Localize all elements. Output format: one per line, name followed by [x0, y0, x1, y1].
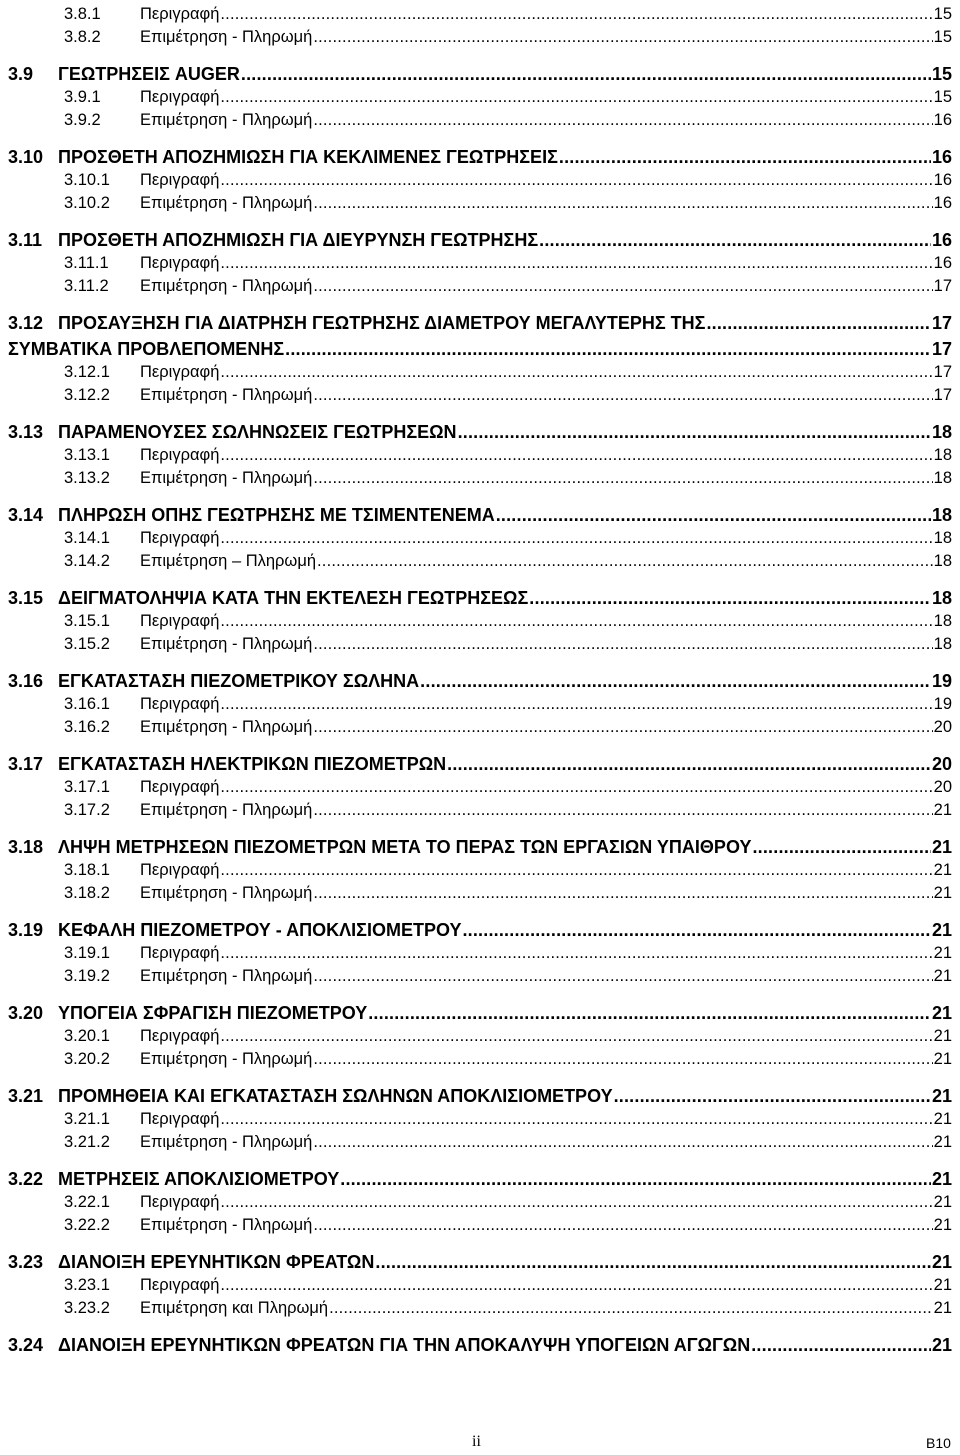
toc-entry-title: Περιγραφή — [140, 5, 220, 23]
toc-entry-page: 18 — [933, 551, 952, 570]
toc-subsection-entry[interactable] — [64, 25, 952, 47]
dot-leader — [313, 111, 932, 130]
toc-entry-page: 18 — [933, 634, 952, 653]
toc-entry-page: 18 — [931, 504, 952, 525]
toc-entry-title: ΕΓΚΑΤΑΣΤΑΣΗ ΗΛΕΚΤΡΙΚΩΝ ΠΙΕΖΟΜΕΤΡΩΝ — [58, 753, 447, 774]
toc-entry-title: Περιγραφή — [140, 446, 220, 464]
toc-entry-title: ΠΡΟΣΘΕΤΗ ΑΠΟΖΗΜΙΩΣΗ ΓΙΑ ΔΙΕΥΡΥΝΣΗ ΓΕΩΤΡΗΣΗΣ — [58, 229, 539, 250]
dot-leader — [220, 171, 932, 190]
toc-entry-title: ΥΠΟΓΕΙΑ ΣΦΡΑΓΙΣΗ ΠΙΕΖΟΜΕΤΡΟΥ — [58, 1002, 368, 1023]
toc-entry-page: 21 — [933, 1027, 952, 1045]
toc-entry-number: 3.12.1 — [64, 363, 110, 381]
dot-leader — [752, 837, 931, 858]
toc-subsection-entry[interactable] — [64, 549, 952, 571]
toc-entry-page: 21 — [931, 836, 952, 857]
dot-leader — [529, 588, 931, 609]
toc-entry-number: 3.8.1 — [64, 5, 101, 23]
toc-entry-number: 3.9.2 — [64, 110, 101, 129]
toc-entry-title: ΠΛΗΡΩΣΗ ΟΠΗΣ ΓΕΩΤΡΗΣΗΣ ΜΕ ΤΣΙΜΕΝΤΕΝΕΜΑ — [58, 504, 495, 525]
toc-entry-number: 3.17 — [8, 753, 44, 774]
toc-section-entry[interactable] — [8, 421, 952, 443]
dot-leader — [496, 505, 931, 526]
toc-subsection-entry[interactable] — [64, 1190, 952, 1212]
dot-leader — [220, 695, 932, 714]
toc-entry-title: Επιμέτρηση - Πληρωμή — [140, 110, 313, 129]
dot-leader — [285, 339, 931, 360]
toc-entry-title: ΔΕΙΓΜΑΤΟΛΗΨΙΑ ΚΑΤΑ ΤΗΝ ΕΚΤΕΛΕΣΗ ΓΕΩΤΡΗΣΕΩΣ — [58, 587, 529, 608]
toc-entry-page: 17 — [933, 276, 952, 295]
toc-section-entry[interactable] — [8, 753, 952, 775]
toc-entry-title: Περιγραφή — [140, 1110, 220, 1128]
dot-leader — [559, 147, 931, 168]
toc-entry-title: Επιμέτρηση - Πληρωμή — [140, 1132, 313, 1151]
toc-entry-number: 3.22.2 — [64, 1215, 110, 1234]
toc-subsection-entry[interactable] — [64, 1024, 952, 1046]
toc-entry-page: 21 — [931, 1251, 952, 1272]
toc-entry-number: 3.14 — [8, 504, 44, 525]
toc-entry-page: 21 — [933, 861, 952, 879]
toc-entry-page: 21 — [933, 944, 952, 962]
toc-section-entry[interactable] — [8, 587, 952, 609]
toc-entry-title: Περιγραφή — [140, 363, 220, 381]
toc-subsection-entry[interactable] — [64, 881, 952, 903]
dot-leader — [313, 469, 932, 488]
footer-page-number: ii — [472, 1433, 481, 1450]
dot-leader — [220, 612, 932, 631]
toc-entry-title: Επιμέτρηση - Πληρωμή — [140, 1215, 313, 1234]
toc-entry-page: 18 — [933, 529, 952, 547]
toc-entry-number: 3.13.2 — [64, 468, 110, 487]
toc-entry-title: Περιγραφή — [140, 1193, 220, 1211]
toc-entry-number: 3.9.1 — [64, 88, 101, 106]
dot-leader — [313, 194, 932, 213]
toc-entry-number: 3.10.2 — [64, 193, 110, 212]
toc-entry-page: 20 — [931, 753, 952, 774]
dot-leader — [420, 671, 931, 692]
toc-entry-title: Περιγραφή — [140, 861, 220, 879]
toc-section-entry[interactable] — [8, 504, 952, 526]
toc-entry-page: 21 — [933, 1049, 952, 1068]
toc-subsection-entry[interactable] — [64, 526, 952, 548]
toc-subsection-entry[interactable] — [64, 715, 952, 737]
toc-entry-number: 3.22.1 — [64, 1193, 110, 1211]
toc-entry-title: Επιμέτρηση και Πληρωμή — [140, 1298, 329, 1317]
toc-entry-number: 3.20 — [8, 1002, 44, 1023]
toc-entry-page: 15 — [933, 27, 952, 46]
toc-subsection-entry[interactable] — [64, 1273, 952, 1295]
toc-section-entry[interactable] — [8, 1334, 952, 1356]
toc-entry-page: 20 — [933, 717, 952, 736]
dot-leader — [462, 920, 931, 941]
toc-section-entry[interactable] — [8, 1002, 952, 1024]
toc-entry-page: 21 — [931, 1002, 952, 1023]
toc-entry-title: Περιγραφή — [140, 695, 220, 713]
toc-entry-page: 16 — [933, 193, 952, 212]
toc-entry-number: 3.16.1 — [64, 695, 110, 713]
toc-entry-title: Επιμέτρηση - Πληρωμή — [140, 276, 313, 295]
toc-section-entry[interactable] — [8, 312, 952, 334]
toc-subsection-entry[interactable] — [64, 251, 952, 273]
toc-entry-number: 3.15.1 — [64, 612, 110, 630]
toc-entry-title: ΠΡΟΣΑΥΞΗΣΗ ΓΙΑ ΔΙΑΤΡΗΣΗ ΓΕΩΤΡΗΣΗΣ ΔΙΑΜΕΤΡΟΥ ΜΕΓΑΛΥΤΕΡΗΣ ΤΗΣ — [58, 312, 706, 333]
toc-entry-number: 3.23.2 — [64, 1298, 110, 1317]
toc-subsection-entry[interactable] — [64, 1296, 952, 1318]
toc-subsection-entry[interactable] — [64, 964, 952, 986]
toc-entry-number: 3.11 — [8, 229, 43, 250]
toc-entry-number: 3.21 — [8, 1085, 44, 1106]
toc-entry-number: 3.10.1 — [64, 171, 110, 189]
toc-entry-page: 21 — [933, 800, 952, 819]
toc-entry-page: 16 — [933, 110, 952, 129]
toc-entry-number: 3.14.1 — [64, 529, 110, 547]
toc-entry-page: 21 — [931, 1085, 952, 1106]
toc-entry-page: 18 — [931, 587, 952, 608]
toc-section-entry[interactable] — [8, 670, 952, 692]
toc-entry-number: 3.20.2 — [64, 1049, 110, 1068]
toc-entry-title: Περιγραφή — [140, 612, 220, 630]
toc-entry-number: 3.16 — [8, 670, 44, 691]
dot-leader — [220, 861, 932, 880]
toc-section-entry[interactable] — [8, 1251, 952, 1273]
toc-entry-page: 15 — [931, 63, 952, 84]
toc-entry-number: 3.11.2 — [64, 276, 109, 295]
toc-entry-title: Επιμέτρηση – Πληρωμή — [140, 551, 316, 570]
toc-entry-title: Περιγραφή — [140, 88, 220, 106]
footer-code: B10 — [926, 1435, 951, 1451]
toc-entry-title: ΓΕΩΤΡΗΣΕΙΣ AUGER — [58, 63, 240, 84]
dot-leader — [220, 1276, 932, 1295]
toc-section-entry[interactable] — [8, 63, 952, 85]
toc-section-entry[interactable] — [8, 1085, 952, 1107]
dot-leader — [313, 1216, 932, 1235]
toc-entry-page: 18 — [933, 612, 952, 630]
dot-leader — [706, 313, 931, 334]
toc-entry-title: ΣΥΜΒΑΤΙΚΑ ΠΡΟΒΛΕΠΟΜΕΝΗΣ — [8, 338, 285, 359]
toc-subsection-entry[interactable] — [64, 632, 952, 654]
toc-subsection-entry[interactable] — [64, 466, 952, 488]
dot-leader — [220, 1110, 932, 1129]
toc-entry-page: 21 — [933, 1132, 952, 1151]
dot-leader — [375, 1252, 931, 1273]
dot-leader — [614, 1086, 931, 1107]
toc-subsection-entry[interactable] — [64, 85, 952, 107]
toc-entry-number: 3.13 — [8, 421, 44, 442]
toc-entry-page: 21 — [933, 1193, 952, 1211]
dot-leader — [241, 64, 931, 85]
toc-entry-title: ΠΑΡΑΜΕΝΟΥΣΕΣ ΣΩΛΗΝΩΣΕΙΣ ΓΕΩΤΡΗΣΕΩΝ — [58, 421, 457, 442]
toc-entry-page: 21 — [931, 1334, 952, 1355]
toc-subsection-entry[interactable] — [64, 191, 952, 213]
dot-leader — [220, 1027, 932, 1046]
dot-leader — [447, 754, 931, 775]
toc-entry-title: Επιμέτρηση - Πληρωμή — [140, 966, 313, 985]
toc-entry-number: 3.16.2 — [64, 717, 110, 736]
toc-entry-number: 3.21.2 — [64, 1132, 110, 1151]
toc-entry-page: 21 — [933, 1298, 952, 1317]
toc-entry-number: 3.14.2 — [64, 551, 110, 570]
toc-entry-page: 21 — [931, 1168, 952, 1189]
toc-entry-page: 17 — [933, 363, 952, 381]
toc-section-continuation[interactable] — [8, 338, 952, 360]
toc-entry-page: 21 — [933, 883, 952, 902]
toc-entry-page: 21 — [933, 1276, 952, 1294]
dot-leader — [368, 1003, 931, 1024]
toc-entry-title: Επιμέτρηση - Πληρωμή — [140, 634, 313, 653]
toc-subsection-entry[interactable] — [64, 692, 952, 714]
toc-entry-page: 19 — [933, 695, 952, 713]
dot-leader — [539, 230, 931, 251]
toc-entry-title: ΠΡΟΣΘΕΤΗ ΑΠΟΖΗΜΙΩΣΗ ΓΙΑ ΚΕΚΛΙΜΕΝΕΣ ΓΕΩΤΡΗΣΕΙΣ — [58, 146, 558, 167]
toc-entry-number: 3.18 — [8, 836, 44, 857]
toc-entry-title: Επιμέτρηση - Πληρωμή — [140, 193, 313, 212]
dot-leader — [220, 88, 932, 107]
toc-entry-title: Επιμέτρηση - Πληρωμή — [140, 883, 313, 902]
toc-entry-number: 3.19 — [8, 919, 44, 940]
toc-entry-title: Περιγραφή — [140, 529, 220, 547]
toc-entry-title: Περιγραφή — [140, 1276, 220, 1294]
toc-subsection-entry[interactable] — [64, 168, 952, 190]
toc-entry-page: 18 — [933, 468, 952, 487]
dot-leader — [220, 363, 932, 382]
toc-subsection-entry[interactable] — [64, 360, 952, 382]
dot-leader — [313, 1050, 932, 1069]
dot-leader — [751, 1335, 931, 1356]
toc-entry-number: 3.24 — [8, 1334, 44, 1355]
toc-entry-title: Επιμέτρηση - Πληρωμή — [140, 385, 313, 404]
toc-subsection-entry[interactable] — [64, 1047, 952, 1069]
toc-subsection-entry[interactable] — [64, 941, 952, 963]
dot-leader — [313, 1133, 932, 1152]
toc-subsection-entry[interactable] — [64, 108, 952, 130]
toc-entry-page: 16 — [933, 171, 952, 189]
toc-subsection-entry[interactable] — [64, 858, 952, 880]
toc-entry-title: Επιμέτρηση - Πληρωμή — [140, 27, 313, 46]
toc-entry-number: 3.12 — [8, 312, 44, 333]
toc-entry-page: 19 — [931, 670, 952, 691]
toc-entry-page: 20 — [933, 778, 952, 796]
toc-entry-number: 3.21.1 — [64, 1110, 110, 1128]
toc-entry-page: 21 — [933, 1110, 952, 1128]
toc-entry-page: 17 — [931, 338, 952, 359]
toc-section-entry[interactable] — [8, 836, 952, 858]
toc-entry-page: 16 — [931, 229, 952, 250]
dot-leader — [313, 884, 932, 903]
toc-subsection-entry[interactable] — [64, 1213, 952, 1235]
dot-leader — [317, 552, 933, 571]
toc-entry-title: Επιμέτρηση - Πληρωμή — [140, 1049, 313, 1068]
dot-leader — [220, 1193, 932, 1212]
toc-entry-number: 3.22 — [8, 1168, 44, 1189]
dot-leader — [340, 1169, 931, 1190]
dot-leader — [313, 28, 932, 47]
toc-entry-title: ΠΡΟΜΗΘΕΙΑ ΚΑΙ ΕΓΚΑΤΑΣΤΑΣΗ ΣΩΛΗΝΩΝ ΑΠΟΚΛΙΣΙΟΜΕΤΡΟΥ — [58, 1085, 613, 1106]
toc-entry-title: Περιγραφή — [140, 1027, 220, 1045]
toc-entry-title: Επιμέτρηση - Πληρωμή — [140, 800, 313, 819]
toc-entry-number: 3.23.1 — [64, 1276, 110, 1294]
dot-leader — [313, 801, 932, 820]
dot-leader — [313, 386, 932, 405]
toc-subsection-entry[interactable] — [64, 775, 952, 797]
toc-entry-number: 3.17.1 — [64, 778, 110, 796]
toc-entry-number: 3.10 — [8, 146, 44, 167]
toc-entry-page: 15 — [933, 88, 952, 106]
toc-entry-title: ΔΙΑΝΟΙΞΗ ΕΡΕΥΝΗΤΙΚΩΝ ΦΡΕΑΤΩΝ ΓΙΑ ΤΗΝ ΑΠΟΚΑΛΥΨΗ ΥΠΟΓΕΙΩΝ ΑΓΩΓΩΝ — [58, 1334, 751, 1355]
toc-entry-page: 15 — [933, 5, 952, 23]
toc-entry-page: 17 — [931, 312, 952, 333]
toc-entry-page: 21 — [933, 1215, 952, 1234]
toc-entry-number: 3.8.2 — [64, 27, 101, 46]
toc-entry-title: Περιγραφή — [140, 171, 220, 189]
toc-entry-number: 3.15 — [8, 587, 44, 608]
toc-entry-title: Περιγραφή — [140, 944, 220, 962]
toc-subsection-entry[interactable] — [64, 609, 952, 631]
toc-subsection-entry[interactable] — [64, 1130, 952, 1152]
toc-entry-page: 17 — [933, 385, 952, 404]
toc-subsection-entry[interactable] — [64, 274, 952, 296]
dot-leader — [313, 967, 932, 986]
toc-subsection-entry[interactable] — [64, 798, 952, 820]
toc-entry-number: 3.19.1 — [64, 944, 110, 962]
toc-subsection-entry[interactable] — [64, 1107, 952, 1129]
dot-leader — [313, 635, 932, 654]
toc-subsection-entry[interactable] — [64, 383, 952, 405]
toc-entry-number: 3.18.1 — [64, 861, 110, 879]
toc-entry-number: 3.23 — [8, 1251, 44, 1272]
toc-entry-title: Περιγραφή — [140, 254, 220, 272]
toc-section-entry[interactable] — [8, 146, 952, 168]
dot-leader — [220, 529, 932, 548]
toc-entry-number: 3.19.2 — [64, 966, 110, 985]
toc-entry-title: Επιμέτρηση - Πληρωμή — [140, 717, 313, 736]
toc-entry-title: ΚΕΦΑΛΗ ΠΙΕΖΟΜΕΤΡΟΥ - ΑΠΟΚΛΙΣΙΟΜΕΤΡΟΥ — [58, 919, 462, 940]
toc-subsection-entry[interactable] — [64, 2, 952, 24]
toc-entry-page: 16 — [931, 146, 952, 167]
toc-entry-number: 3.17.2 — [64, 800, 110, 819]
dot-leader — [313, 718, 932, 737]
dot-leader — [220, 254, 932, 273]
toc-subsection-entry[interactable] — [64, 443, 952, 465]
toc-entry-title: Περιγραφή — [140, 778, 220, 796]
toc-entry-page: 21 — [931, 919, 952, 940]
toc-entry-number: 3.12.2 — [64, 385, 110, 404]
toc-entry-page: 16 — [933, 254, 952, 272]
toc-entry-title: ΔΙΑΝΟΙΞΗ ΕΡΕΥΝΗΤΙΚΩΝ ΦΡΕΑΤΩΝ — [58, 1251, 375, 1272]
toc-entry-page: 18 — [931, 421, 952, 442]
dot-leader — [220, 778, 932, 797]
toc-entry-page: 21 — [933, 966, 952, 985]
dot-leader — [220, 446, 932, 465]
dot-leader — [329, 1299, 933, 1318]
toc-entry-title: ΕΓΚΑΤΑΣΤΑΣΗ ΠΙΕΖΟΜΕΤΡΙΚΟΥ ΣΩΛΗΝΑ — [58, 670, 420, 691]
toc-section-entry[interactable] — [8, 1168, 952, 1190]
dot-leader — [313, 277, 932, 296]
toc-entry-number: 3.18.2 — [64, 883, 110, 902]
dot-leader — [220, 5, 932, 24]
toc-section-entry[interactable] — [8, 229, 952, 251]
toc-section-entry[interactable] — [8, 919, 952, 941]
toc-entry-number: 3.13.1 — [64, 446, 110, 464]
toc-entry-number: 3.11.1 — [64, 254, 109, 272]
dot-leader — [220, 944, 932, 963]
toc-entry-title: ΛΗΨΗ ΜΕΤΡΗΣΕΩΝ ΠΙΕΖΟΜΕΤΡΩΝ ΜΕΤΑ ΤΟ ΠΕΡΑΣ ΤΩΝ ΕΡΓΑΣΙΩΝ ΥΠΑΙΘΡΟΥ — [58, 836, 752, 857]
toc-entry-title: Επιμέτρηση - Πληρωμή — [140, 468, 313, 487]
dot-leader — [458, 422, 931, 443]
toc-entry-page: 18 — [933, 446, 952, 464]
toc-entry-title: ΜΕΤΡΗΣΕΙΣ ΑΠΟΚΛΙΣΙΟΜΕΤΡΟΥ — [58, 1168, 340, 1189]
toc-entry-number: 3.9 — [8, 63, 34, 84]
toc-entry-number: 3.15.2 — [64, 634, 110, 653]
toc-entry-number: 3.20.1 — [64, 1027, 110, 1045]
